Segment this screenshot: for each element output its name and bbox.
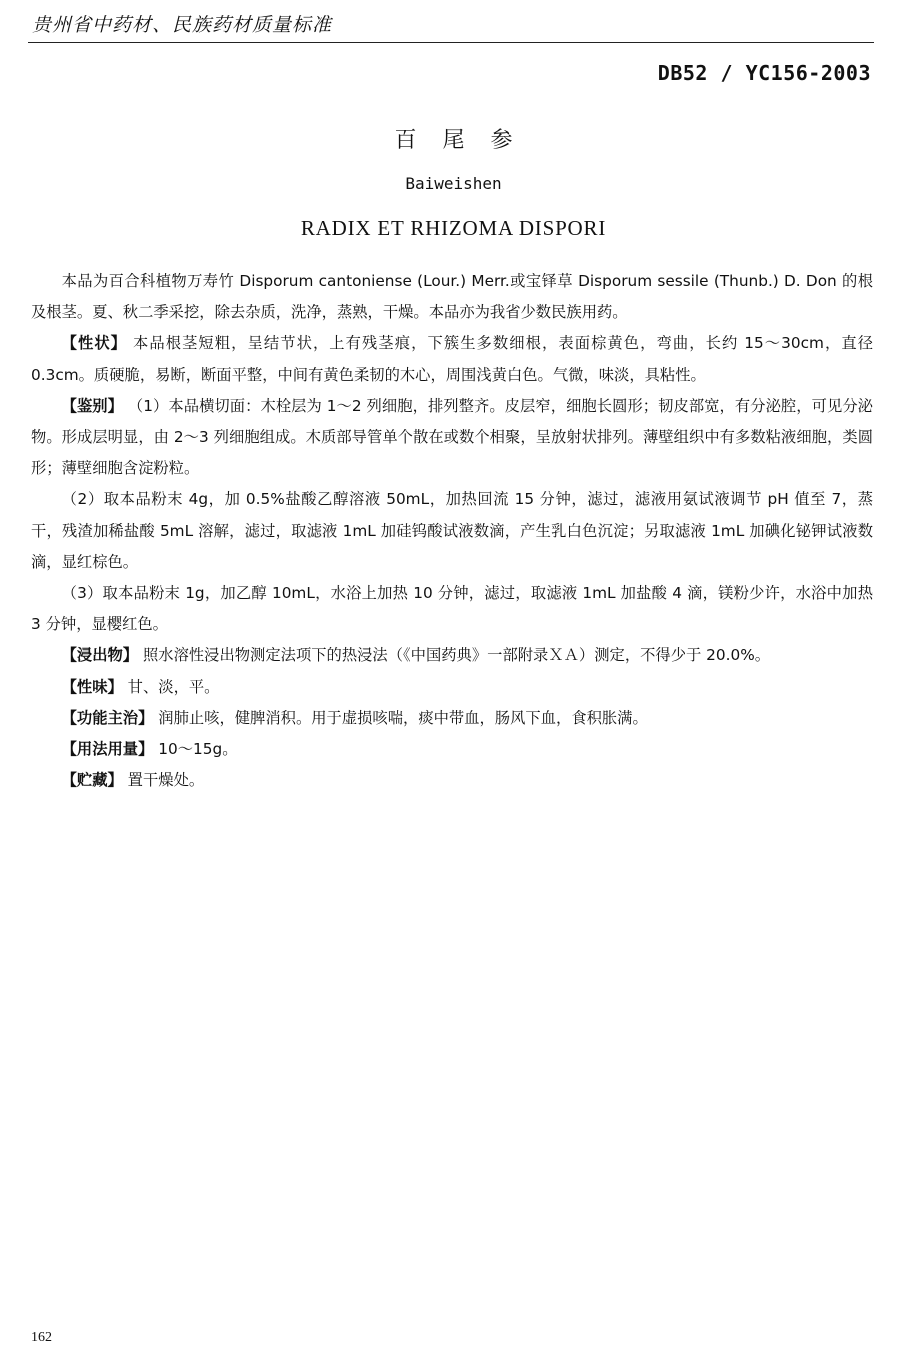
storage-heading: 【贮藏】: [61, 771, 123, 790]
dosage-text: 10～15g。: [158, 740, 238, 759]
monograph-title: 百尾参: [394, 128, 539, 153]
monograph-pinyin: Baiweishen: [405, 174, 502, 193]
standard-code: DB52 / YC156-2003: [657, 61, 871, 85]
dosage-heading: 【用法用量】: [61, 740, 154, 759]
extract-text: 照水溶性浸出物测定法项下的热浸法（《中国药典》一部附录ＸＡ）测定，不得少于 20.0%。: [142, 646, 771, 665]
functions-text: 润肺止咳，健脾消积。用于虚损咳喘，痰中带血，肠风下血，食积胀满。: [158, 708, 648, 727]
header-divider: [28, 42, 874, 43]
description-text: 本品根茎短粗，呈结节状，上有残茎痕，下簇生多数细根，表面棕黄色，弯曲，长约 15～30cm，直径 0.3cm。质硬脆，易断，断面平整，中间有黄色柔韧的木心，周围浅黄白色。气微，味淡，具粘性。: [31, 334, 873, 384]
intro-paragraph: 本品为百合科植物万寿竹 Disporum cantoniense (Lour.) Merr.或宝铎草 Disporum sessile (Thunb.) D. Don 的根及根茎。夏、秋二季采挖，除去杂质，洗净，蒸熟，干燥。本品亦为我省少数民族用药。: [31, 272, 873, 322]
storage-section: [31, 765, 873, 796]
monograph-body: [31, 266, 873, 796]
dosage-section: [31, 734, 873, 765]
extract-heading: 【浸出物】: [61, 646, 139, 665]
identification-section: [31, 391, 873, 485]
functions-heading: 【功能主治】: [61, 708, 154, 727]
taste-section: [31, 672, 873, 703]
identification-heading: 【鉴别】: [61, 396, 123, 415]
storage-text: 置干燥处。: [127, 771, 205, 790]
taste-heading: 【性味】: [61, 677, 123, 696]
header-title: 贵州省中药材、民族药材质量标准: [32, 14, 333, 36]
extract-section: [31, 640, 873, 671]
identification-item-2: （2）取本品粉末 4g，加 0.5%盐酸乙醇溶液 50mL，加热回流 15 分钟，滤过，滤液用氨试液调节 pH 值至 7，蒸干，残渣加稀盐酸 5mL 溶解，滤过，取滤液 1mL 加硅钨酸试液数滴，产生乳白色沉淀；另取滤液 1mL 加碘化铋钾试液数滴，显红棕色。: [31, 490, 873, 571]
identification-item-3: （3）取本品粉末 1g，加乙醇 10mL，水浴上加热 10 分钟，滤过，取滤液 1mL 加盐酸 4 滴，镁粉少许，水浴中加热 3 分钟，显樱红色。: [31, 584, 873, 634]
page-number: 162: [31, 1330, 52, 1345]
description-heading: 【性状】: [61, 334, 128, 353]
identification-item-1: （1）本品横切面：木栓层为 1～2 列细胞，排列整齐。皮层窄，细胞长圆形；韧皮部宽，有分泌腔，可见分泌物。形成层明显，由 2～3 列细胞组成。木质部导管单个散在或数个相聚，呈放射状排列。薄壁组织中有多数粘液细胞，类圆形；薄壁细胞含淀粉粒。: [31, 396, 873, 478]
monograph-latin-name: RADIX ET RHIZOMA DISPORI: [300, 216, 607, 240]
taste-text: 甘、淡，平。: [127, 677, 220, 696]
description-section: [31, 328, 873, 390]
functions-section: [31, 703, 873, 734]
